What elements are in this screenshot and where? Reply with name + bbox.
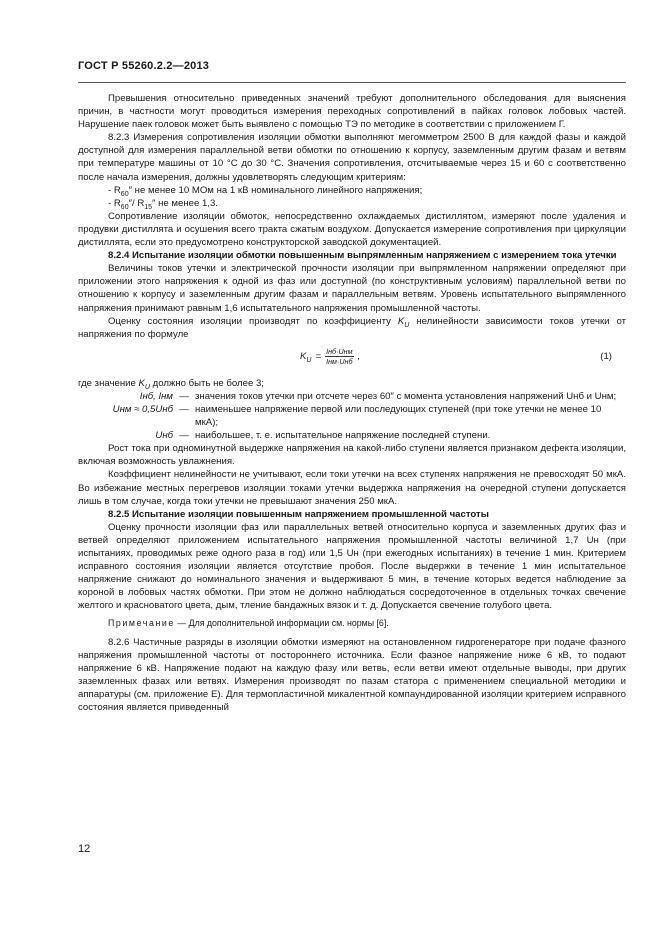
formula-fraction: $\frac{\text{Iнб·Uнм}}{\text{Iнм·Uнб}}$ <box>326 346 353 366</box>
definition-item: Iнб, Iнм — значения токов утечки при отсчете через 60″ с момента установления напряжений Uнб и Uнм; <box>139 390 617 402</box>
paragraph: Рост тока при одноминутной выдержке напряжения на какой-либо ступени является признаком дефекта изоляции, включая возможность увлажнения. <box>78 443 626 468</box>
section-heading-8-2-4: 8.2.4 Испытание изоляции обмотки повышенным выпрямленным напряжением с измерением тока утечки <box>108 250 617 262</box>
equation-number: (1) <box>600 350 612 362</box>
page-number: 12 <box>78 843 91 855</box>
header-rule <box>78 82 626 83</box>
paragraph: Коэффициент нелинейности не учитывают, если токи утечки на всех ступенях напряжения не превосходят 50 мкА. Во избежание местных перегревов изоляции токами утечки выдержка напряжения на очередной ступени допускается лишь в том случае, когда токи утечки не превышают значения 250 мкА. <box>78 469 626 507</box>
paragraph-8-2-6: 8.2.6 Частичные разряды в изоляции обмотки измеряют на остановленном гидрогенераторе при подаче фазного напряжения промышленной частоты от постороннего источника. Если фазное напряжение ниже 6 кВ, то подают напряжение 6 кВ. Напряжение подают на каждую фазу или ветвь, если ветви имеют отдельные выводы, при других заземленных фазах или ветвях. Измерения производят по пазам статора с применением специальной методики и аппаратуры (см. приложение Е). Для термопластичной микалентной компаундированной изоляции критерием исправного состояния является приведенный <box>78 636 626 714</box>
note: Примечание — Для дополнительной информации см. нормы [6]. <box>108 618 389 629</box>
paragraph: Превышения относительно приведенных значений требуют дополнительного обследования для выяснения причин, в частности могут проводиться измерения переходных сопротивлений в пайках головок лобовых частей. Нарушение паек головок может быть выявлено с помощью ТЭ по методике в соответствии с приложением Г. <box>78 93 626 131</box>
page-content <box>78 92 626 714</box>
formula-expression: $K_U$ = $\frac{\text{Iнб·Uнм}}{\text{Iнм·Uнб}}$ , <box>300 346 361 366</box>
paragraph: Оценку прочности изоляции фаз или параллельных ветвей относительно корпуса и заземленных других фаз и ветвей определяют приложением испытательного напряжения промышленной частоты величиной 1,7 Uн (при испытаниях, проводимых реже одного раза в год) или 1,5 Uн (при ежегодных испытаниях) в течение 1 мин. Критерием исправного состояния изоляции является отсутствие пробоя. После выдержки в течение 1 мин испытательное напряжение снижают до номинального значения и выдерживают 5 мин, в течение которых ведется наблюдение за короной в лобовых частях обмотки. При этом не должно наблюдаться сосредоточенное в отдельных точках свечение желтого и красноватого цвета, дым, тление бандажных вязок и т. д. Допускается свечение голубого цвета. <box>78 521 626 612</box>
criterion-2: - $R_{60}''/$ $R_{15}''$ не менее 1,3. <box>108 197 218 211</box>
paragraph: Сопротивление изоляции обмоток, непосредственно охлаждаемых дистиллятом, измеряют после удаления и продувки дистиллята и осушения всего тракта сжатым воздухом. Допускается измерение сопротивления при циркуляции дистиллята, если это предусмотрено конструкторской заводской документацией. <box>78 210 626 249</box>
section-heading-8-2-5: 8.2.5 Испытание изоляции повышенным напряжением промышленной частоты <box>108 508 489 520</box>
page-header: ГОСТ Р 55260.2.2—2013 <box>78 60 210 72</box>
criterion-1: - $R_{60}''$ не менее 10 МОм на 1 кВ номинального линейного напряжения; <box>108 184 423 198</box>
definition-item: Uнм ≈ 0,5Uнб — наименьшее напряжение первой или последующих ступеней (при токе утечки не менее 10 мкА); <box>112 403 602 429</box>
definition-item: Uнб — наибольшее, т. е. испытательное напряжение последней ступени. <box>155 430 491 442</box>
paragraph: Оценку состояния изоляции производят по коэффициенту $K_U$ нелинейности зависимости токов утечки от напряжения по формуле <box>78 315 626 340</box>
where-clause: где значение $K_U$ должно быть не более 3; <box>78 377 264 391</box>
definitions-list <box>78 390 626 442</box>
formula-1 <box>78 343 626 373</box>
paragraph-8-2-3: 8.2.3 Измерения сопротивления изоляции обмотки выполняют мегомметром 2500 В для каждой фазы и каждой доступной для измерения параллельной ветви обмотки по отношению к корпусу, заземленным другим фазам и ветвям при температуре машины от 10 °С до 30 °С. Значения сопротивления, отсчитываемые через 15 и 60 с соответственно после начала измерения, должны удовлетворять следующим критериям: <box>78 132 626 183</box>
paragraph: Величины токов утечки и электрической прочности изоляции при выпрямленном напряжении определяют при приложении этого напряжения к одной из фаз или доступной (по конструктивным условиям) параллельной ветви по отношению к корпусу и заземленным другим фазам и параллельным ветвям. Уровень испытательного выпрямленного напряжения принимают равным 1,6 испытательного напряжения промышленной частоты. <box>78 263 626 314</box>
